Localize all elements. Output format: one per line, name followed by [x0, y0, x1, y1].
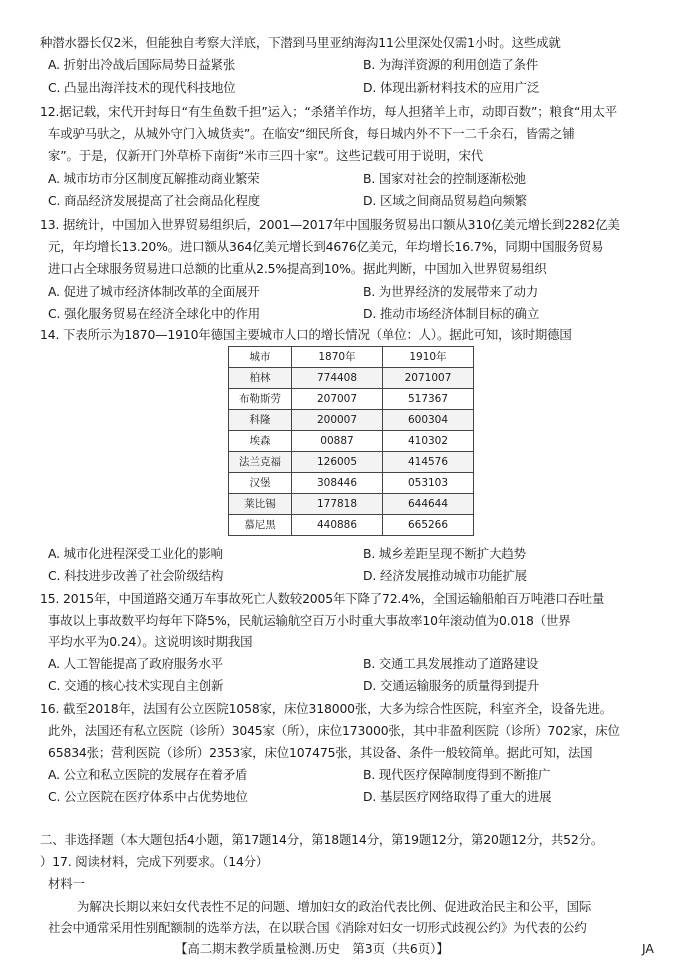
- q16-option-b[interactable]: B. 现代医疗保障制度得到不断推广: [363, 767, 551, 782]
- q14-option-c[interactable]: C. 科技进步改善了社会阶级结构: [48, 568, 224, 583]
- table-row: [229, 368, 474, 389]
- table-cell: 200007: [292, 410, 383, 431]
- q12-option-b[interactable]: B. 国家对社会的控制逐渐松弛: [363, 171, 526, 186]
- q12-stem-line1: 12.据记载，宋代开封每日“有生鱼数千担”运入；“杀猪羊作坊，每人担猪羊上市，动即百数”；粮食“用太平: [40, 104, 617, 119]
- q16-stem-line2: 此外，法国还有私立医院（诊所）3045家（所），床位173000张，其中非盈利医院（诊所）702家，床位: [48, 723, 620, 738]
- q15-stem-line3: 平均水平为0.24）。这说明该时期我国: [48, 634, 253, 649]
- table-row: [229, 410, 474, 431]
- q11-stem-tail: 种潜水器长仅2米，但能独自考察大洋底，下潜到马里亚纳海沟11公里深处仅需1小时。这些成就: [40, 35, 561, 50]
- table-cell: 665266: [383, 515, 474, 536]
- q17-heading: ）17. 阅读材料，完成下列要求。（14分）: [40, 854, 269, 869]
- table-cell: 207007: [292, 389, 383, 410]
- q11-option-b[interactable]: B. 为海洋资源的利用创造了条件: [363, 57, 539, 72]
- q16-option-a[interactable]: A. 公立和私立医院的发展存在着矛盾: [48, 767, 248, 782]
- q13-stem-line1: 13. 据统计，中国加入世界贸易组织后，2001—2017年中国服务贸易出口额从310亿美元增长到2282亿美: [40, 217, 620, 232]
- page-footer: 【高二期末教学质量检测.历史 第3页（共6页）】: [175, 941, 449, 956]
- table-cell: 2071007: [383, 368, 474, 389]
- table-cell: 177818: [292, 494, 383, 515]
- q14-option-b[interactable]: B. 城乡差距呈现不断扩大趋势: [363, 546, 526, 561]
- q12-option-c[interactable]: C. 商品经济发展提高了社会商品化程度: [48, 193, 260, 208]
- q13-stem-line2: 元，年均增长13.20%。进口额从364亿美元增长到4676亿美元，年均增长16.7%，同期中国服务贸易: [48, 239, 604, 254]
- q16-stem-line1: 16. 截至2018年，法国有公立医院1058家，床位318000张，大多为综合性医院，科室齐全，设备先进。: [40, 701, 612, 716]
- table-cell: 科隆: [229, 410, 292, 431]
- material-one-paragraph-line2: 社会中通常采用性别配额制的选举方法，在以联合国《消除对妇女一切形式歧视公约》为代表的公约: [48, 920, 587, 935]
- table-cell: 汉堡: [229, 473, 292, 494]
- q12-stem-line3: 家”。于是，仅新开门外草桥下南街“米市三四十家”。这些记载可用于说明，宋代: [48, 148, 483, 163]
- q14-option-a[interactable]: A. 城市化进程深受工业化的影响: [48, 546, 223, 561]
- q12-option-a[interactable]: A. 城市坊市分区制度瓦解推动商业繁荣: [48, 171, 260, 186]
- table-cell: 053103: [383, 473, 474, 494]
- q11-option-c[interactable]: C. 凸显出海洋技术的现代科技地位: [48, 80, 236, 95]
- table-cell: 414576: [383, 452, 474, 473]
- q16-option-d[interactable]: D. 基层医疗网络取得了重大的进展: [363, 789, 552, 804]
- table-header-cell: 城市: [229, 347, 292, 368]
- table-header-cell: 1910年: [383, 347, 474, 368]
- q16-stem-line3: 65834张；营利医院（诊所）2353家，床位107475张，其设备、条件一般较简单。据此可知，法国: [48, 745, 593, 760]
- q16-option-c[interactable]: C. 公立医院在医疗体系中占优势地位: [48, 789, 248, 804]
- q14-stem: 14. 下表所示为1870—1910年德国主要城市人口的增长情况（单位：人）。据此可知，该时期德国: [40, 327, 572, 342]
- q12-stem-line2: 车或驴马驮之，从城外守门入城货卖”。在临安“细民所食，每日城内外不下一二千余石，皆需之铺: [48, 126, 575, 141]
- table-cell: 410302: [383, 431, 474, 452]
- material-one-paragraph-line1: 为解决长期以来妇女代表性不足的问题、增加妇女的政治代表比例、促进政治民主和公平，国际: [77, 899, 592, 914]
- table-header-row: [229, 347, 474, 368]
- table-cell: 600304: [383, 410, 474, 431]
- table-cell: 440886: [292, 515, 383, 536]
- table-cell: 柏林: [229, 368, 292, 389]
- table-cell: 莱比锡: [229, 494, 292, 515]
- table-cell: 埃森: [229, 431, 292, 452]
- q15-stem-line1: 15. 2015年，中国道路交通万车事故死亡人数较2005年下降了72.4%，全国运输船舶百万吨港口吞吐量: [40, 591, 605, 606]
- table-row: [229, 431, 474, 452]
- population-table: [228, 346, 474, 536]
- q15-option-c[interactable]: C. 交通的核心技术实现自主创新: [48, 678, 224, 693]
- q13-option-d[interactable]: D. 推动市场经济体制目标的确立: [363, 306, 540, 321]
- q12-option-d[interactable]: D. 区域之间商品贸易趋向频繁: [363, 193, 527, 208]
- table-cell: 126005: [292, 452, 383, 473]
- q11-option-d[interactable]: D. 体现出新材料技术的应用广泛: [363, 80, 540, 95]
- section2-heading: 二、非选择题（本大题包括4小题，第17题14分，第18题14分，第19题12分，第20题12分，共52分。: [40, 832, 604, 847]
- q15-option-a[interactable]: A. 人工智能提高了政府服务水平: [48, 656, 223, 671]
- q15-stem-line2: 事故以上事故数平均每年下降5%，民航运输航空百万小时重大事故率10年滚动值为0.018（世界: [48, 613, 571, 628]
- table-row: [229, 515, 474, 536]
- q15-option-b[interactable]: B. 交通工具发展推动了道路建设: [363, 656, 539, 671]
- q15-option-d[interactable]: D. 交通运输服务的质量得到提升: [363, 678, 540, 693]
- q13-option-a[interactable]: A. 促进了城市经济体制改革的全面展开: [48, 284, 260, 299]
- table-cell: 644644: [383, 494, 474, 515]
- footer-code: JA: [642, 941, 654, 956]
- table-row: [229, 452, 474, 473]
- q14-option-d[interactable]: D. 经济发展推动城市功能扩展: [363, 568, 527, 583]
- q13-option-b[interactable]: B. 为世界经济的发展带来了动力: [363, 284, 539, 299]
- material-one-label: 材料一: [48, 876, 85, 891]
- q11-option-a[interactable]: A. 折射出冷战后国际局势日益紧张: [48, 57, 236, 72]
- table-cell: 慕尼黑: [229, 515, 292, 536]
- table-cell: 308446: [292, 473, 383, 494]
- table-header-cell: 1870年: [292, 347, 383, 368]
- table-row: [229, 473, 474, 494]
- table-cell: 517367: [383, 389, 474, 410]
- table-cell: 布勒斯劳: [229, 389, 292, 410]
- table-row: [229, 389, 474, 410]
- table-cell: 法兰克福: [229, 452, 292, 473]
- table-row: [229, 494, 474, 515]
- table-cell: 774408: [292, 368, 383, 389]
- q13-stem-line3: 进口占全球服务贸易进口总额的比重从2.5%提高到10%。据此判断，中国加入世界贸易组织: [48, 261, 547, 276]
- table-cell: 00887: [292, 431, 383, 452]
- q13-option-c[interactable]: C. 强化服务贸易在经济全球化中的作用: [48, 306, 260, 321]
